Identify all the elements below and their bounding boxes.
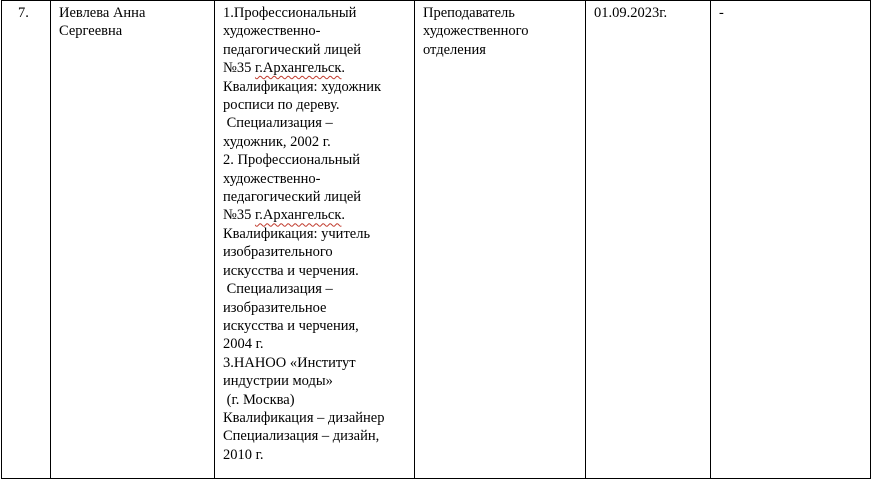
row-number: 7. xyxy=(18,5,29,21)
position-line-2: художественного xyxy=(423,23,529,40)
education-1-city-name: г.Архангельск xyxy=(254,60,342,77)
table-row xyxy=(2,1,871,479)
education-2-line-5: Квалификация: учитель xyxy=(223,225,371,242)
full-name-line-1: Иевлева Анна xyxy=(59,5,146,21)
education-1-city-prefix: №35 xyxy=(223,60,255,77)
position-cell xyxy=(415,1,586,479)
staff-table xyxy=(1,0,871,479)
education-3-line-6: 2010 г. xyxy=(223,446,264,463)
education-2-city-suffix: . xyxy=(341,207,346,224)
education-2-line-2: художественно- xyxy=(223,170,321,187)
education-2-line-3: педагогический лицей xyxy=(223,189,362,206)
full-name-cell xyxy=(51,1,215,479)
education-1-line-8: художник, 2002 г. xyxy=(223,133,331,150)
start-date: 01.09.2023г. xyxy=(594,5,668,21)
education-3-line-2: индустрии моды» xyxy=(223,373,333,390)
education-cell xyxy=(215,1,415,479)
education-2-line-7: искусства и черчения. xyxy=(223,262,359,279)
education-2-line-11: 2004 г. xyxy=(223,336,264,353)
education-2-city-line xyxy=(223,206,407,224)
position-line-3: отделения xyxy=(423,41,486,58)
education-2-line-10: искусства и черчения, xyxy=(223,317,359,334)
extra-cell xyxy=(711,1,871,479)
position-line-1: Преподаватель xyxy=(423,5,515,21)
extra-value: - xyxy=(719,5,724,21)
row-number-cell xyxy=(2,1,51,479)
education-1-line-1: 1.Профессиональный xyxy=(223,5,357,21)
education-3-line-5: Специализация – дизайн, xyxy=(223,428,380,445)
education-1-line-5: Квалификация: художник xyxy=(223,78,382,95)
full-name-line-2: Сергеевна xyxy=(59,23,123,40)
education-2-line-1: 2. Профессиональный xyxy=(223,152,360,169)
education-3-line-1: 3.НАНОО «Институт xyxy=(223,354,356,371)
education-2-city-prefix: №35 xyxy=(223,207,255,224)
education-2-line-8: Специализация – xyxy=(223,281,333,298)
education-1-city-line xyxy=(223,59,407,77)
education-3-line-4: Квалификация – дизайнер xyxy=(223,409,385,426)
education-3-line-3: (г. Москва) xyxy=(223,391,295,408)
education-1-line-6: росписи по дереву. xyxy=(223,97,340,114)
education-1-line-7: Специализация – xyxy=(223,115,333,132)
education-2-city-name: г.Архангельск xyxy=(254,207,342,224)
start-date-cell xyxy=(586,1,711,479)
education-1-line-2: художественно- xyxy=(223,23,321,40)
education-2-line-6: изобразительного xyxy=(223,244,333,261)
education-2-line-9: изобразительное xyxy=(223,299,327,316)
education-1-line-3: педагогический лицей xyxy=(223,41,362,58)
education-1-city-suffix: . xyxy=(341,60,346,77)
